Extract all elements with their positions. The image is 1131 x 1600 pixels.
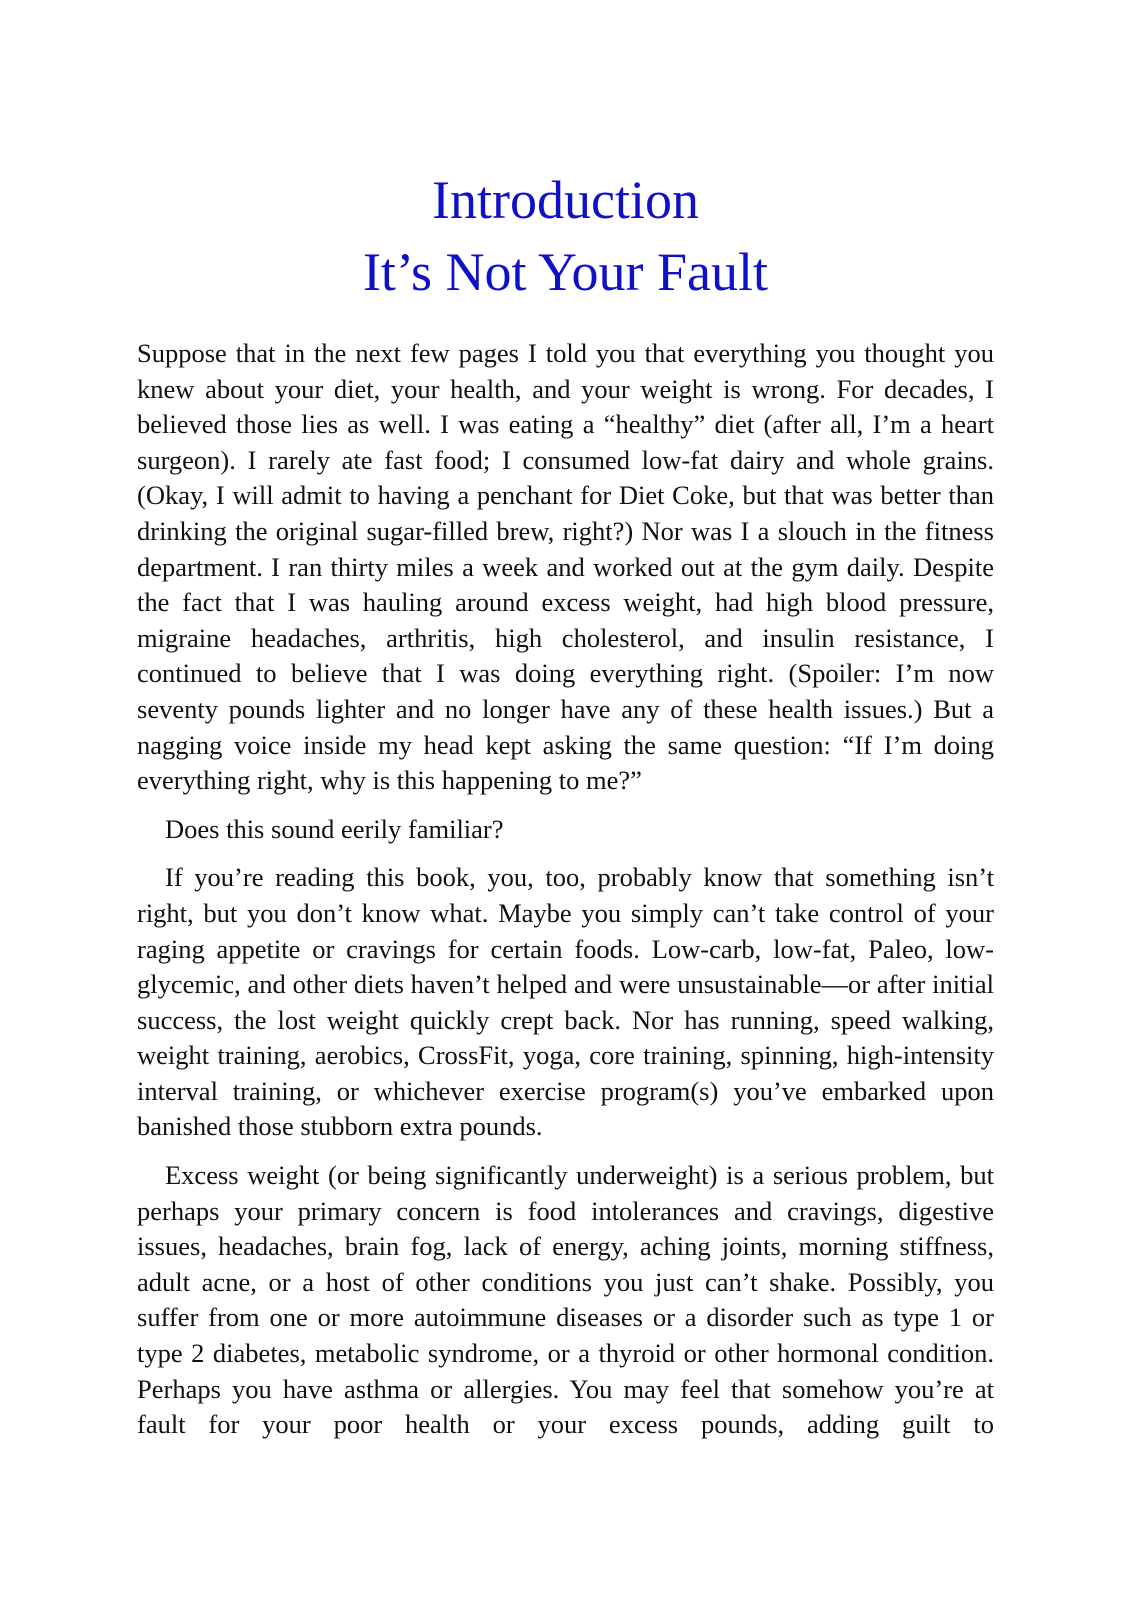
paragraph-3: If you’re reading this book, you, too, probably know that something isn’t right, but you don’t know what. Maybe you simply can’t take control of your raging appetite or cravings for certain foods. Low-carb, low-fat, Paleo, low-glycemic, and other diets haven’t helped and were unsustainable—or after initial success, the lost weight quickly crept back. Nor has running, speed walking, weight training, aerobics, CrossFit, yoga, core training, spinning, high-intensity interval training, or whichever exercise program(s) you’ve embarked upon banished those stubborn extra pounds. bbox=[137, 862, 994, 1142]
paragraph-2: Does this sound eerily familiar? bbox=[165, 813, 504, 844]
chapter-label: Introduction bbox=[432, 170, 699, 230]
paragraph-1: Suppose that in the next few pages I told you that everything you thought you knew about your diet, your health, and your weight is wrong. For decades, I believed those lies as well. I was eating a “healthy” diet (after all, I’m a heart surgeon). I rarely ate fast food; I consumed low-fat dairy and whole grains. (Okay, I will admit to having a penchant for Diet Coke, but that was better than drinking the original sugar-filled brew, right?) Nor was I a slouch in the fitness department. I ran thirty miles a week and worked out at the gym daily. Despite the fact that I was hauling around excess weight, had high blood pressure, migraine headaches, arthritis, high cholesterol, and insulin resistance, I continued to believe that I was doing everything right. (Spoiler: I’m now seventy pounds lighter and no longer have any of these health issues.) But a nagging voice inside my head kept asking the same question: “If I’m doing everything right, why is this happening to me?” bbox=[137, 338, 994, 796]
chapter-body bbox=[137, 336, 994, 1443]
chapter-title: It’s Not Your Fault bbox=[362, 242, 769, 302]
paragraph-4: Excess weight (or being significantly underweight) is a serious problem, but perhaps your primary concern is food intolerances and cravings, digestive issues, headaches, brain fog, lack of energy, aching joints, morning stiffness, adult acne, or a host of other conditions you just can’t shake. Possibly, you suffer from one or more autoimmune diseases or a disorder such as type 1 or type 2 diabetes, metabolic syndrome, or a thyroid or other hormonal condition. Perhaps you have asthma or allergies. You may feel that somehow you’re at fault for your poor health or your excess pounds, adding guilt to bbox=[137, 1160, 994, 1440]
